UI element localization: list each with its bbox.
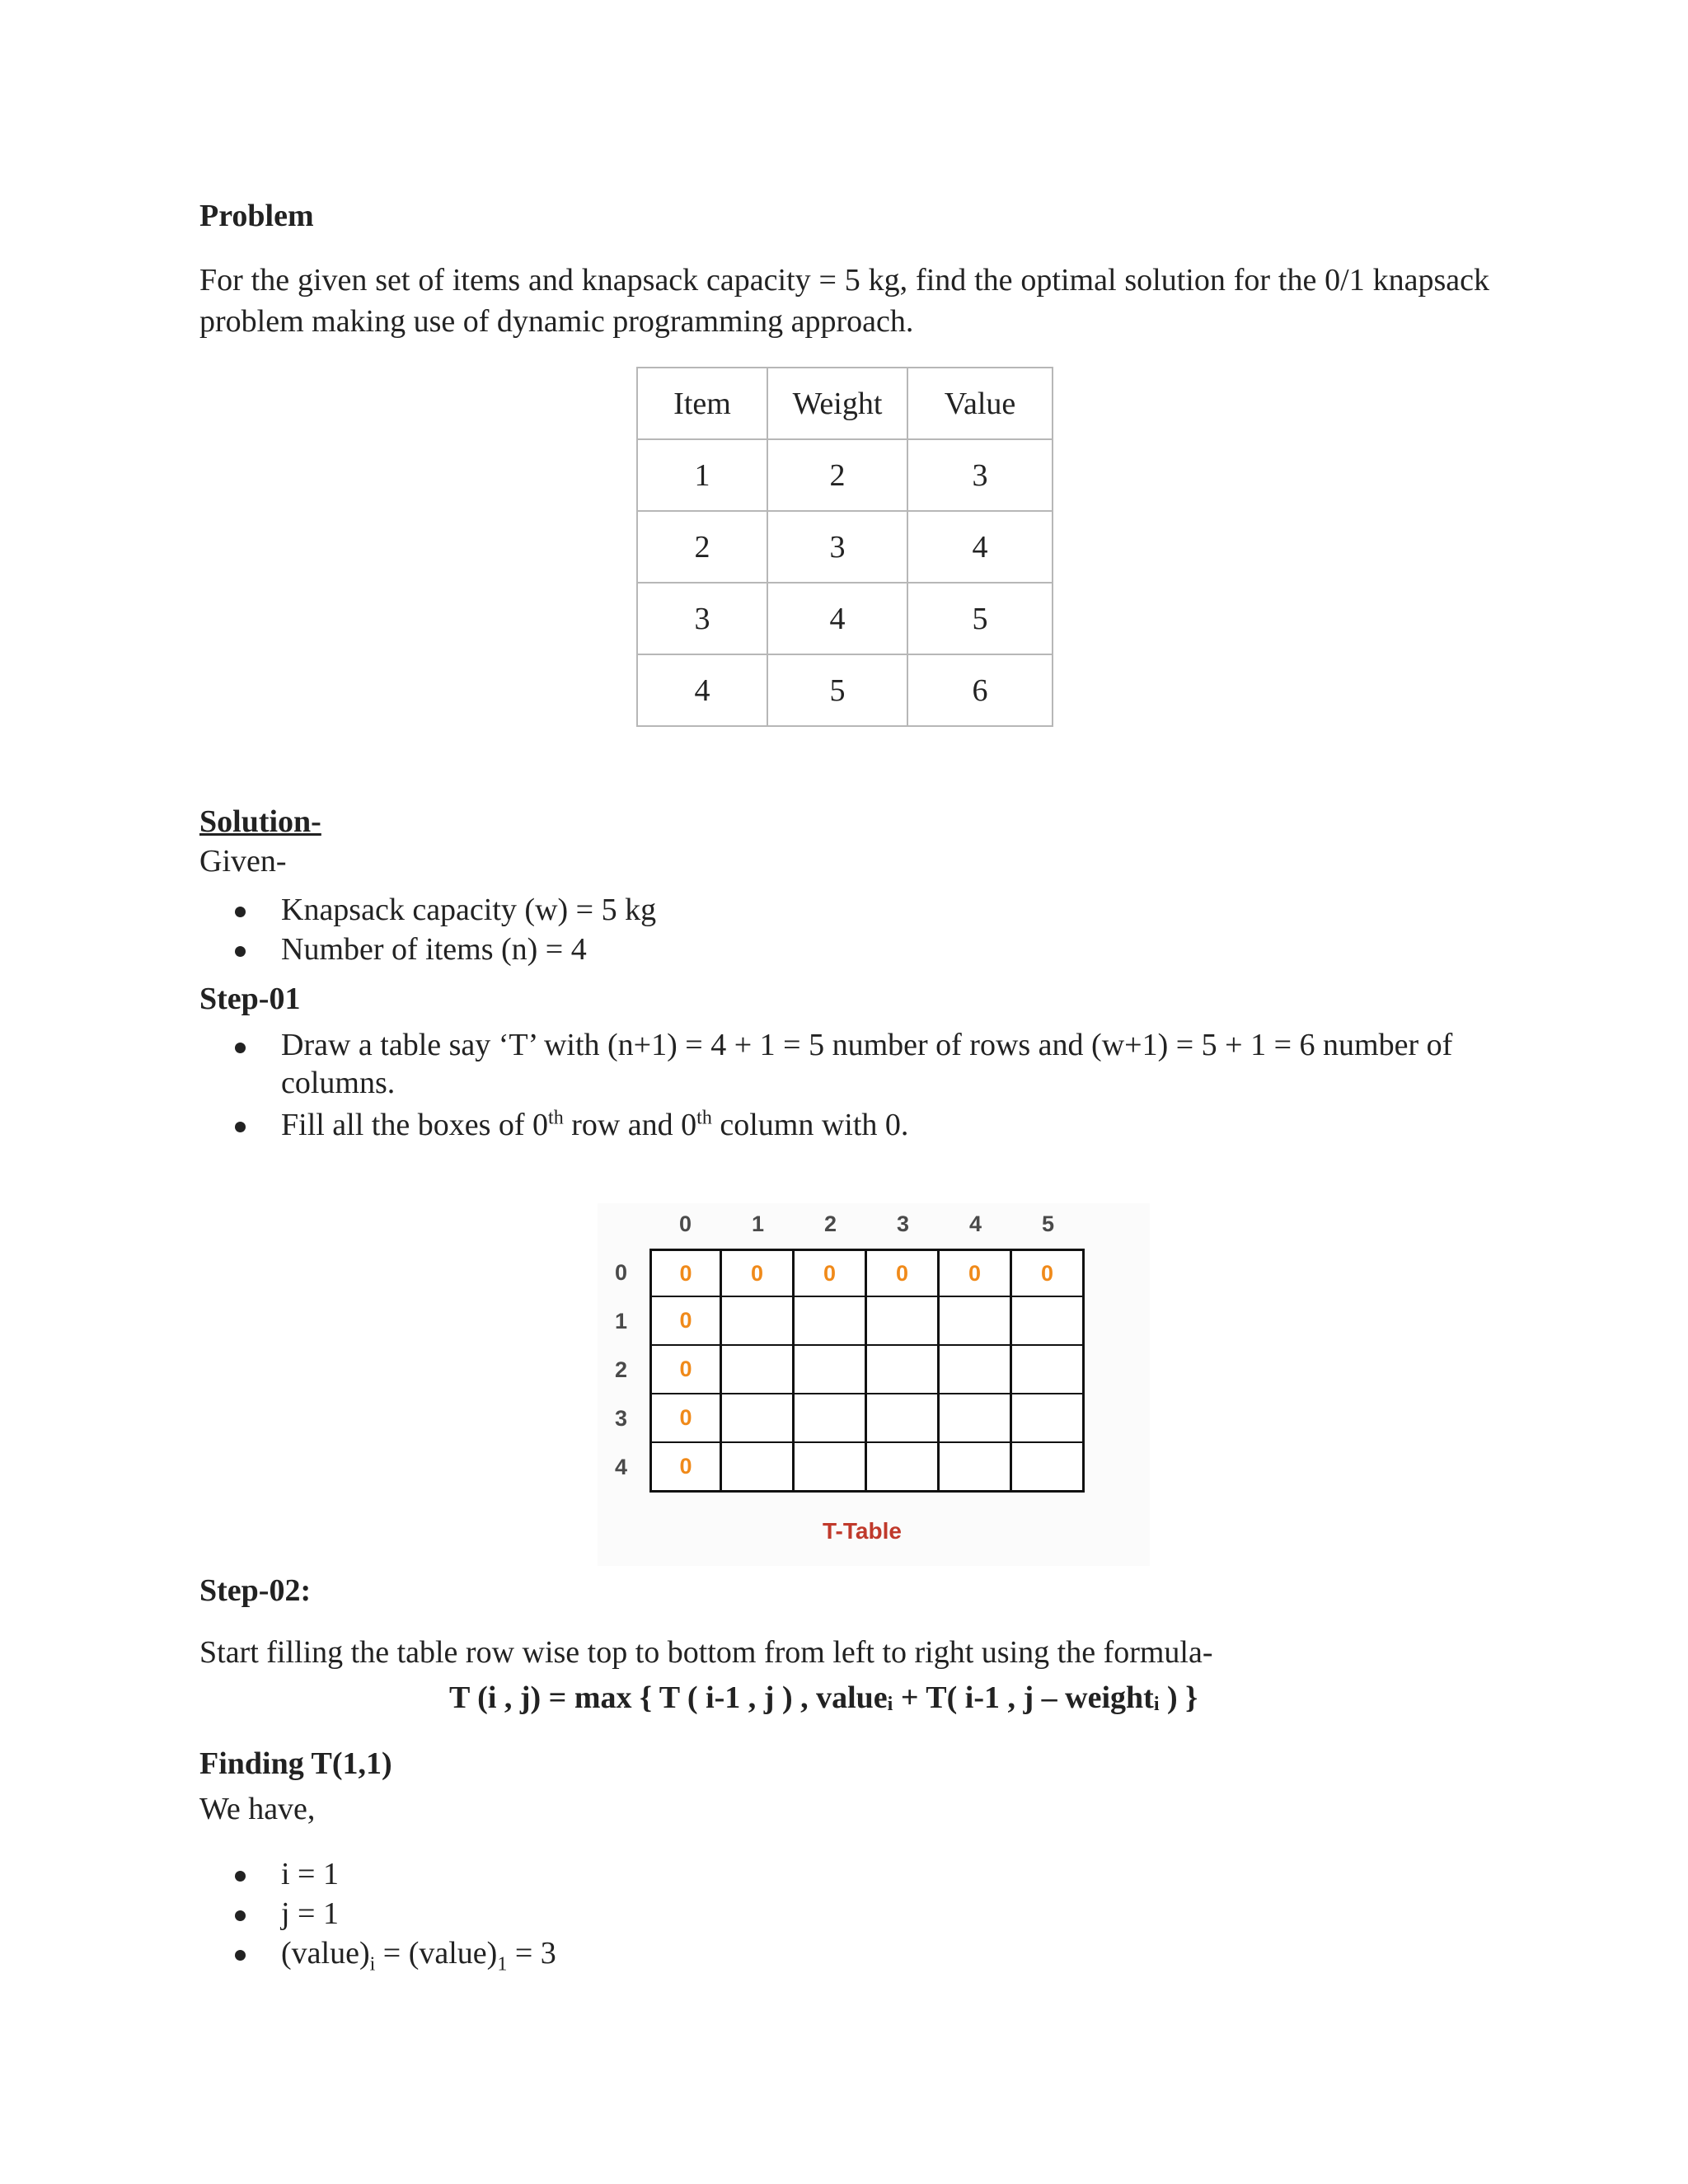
list-item: Number of items (n) = 4 — [235, 930, 656, 969]
table-cell — [795, 1297, 867, 1347]
items-table — [636, 367, 1053, 727]
problem-text: For the given set of items and knapsack capacity = 5 kg, find the optimal solution for the 0/1 knapsack problem making use of dynamic programming approach. — [199, 263, 1489, 339]
solution-heading: Solution- — [199, 804, 321, 839]
table-cell — [795, 1443, 867, 1493]
table-cell: 0 — [649, 1297, 722, 1347]
table-cell — [795, 1394, 867, 1444]
table-cell — [867, 1346, 940, 1395]
table-cell: 3 — [767, 511, 907, 583]
table-cell: 4 — [767, 583, 907, 654]
list-item: j = 1 — [235, 1894, 556, 1933]
table-cell: 2 — [637, 511, 767, 583]
table-cell: 0 — [722, 1249, 795, 1298]
superscript: th — [548, 1107, 564, 1129]
text-run: ) } — [1159, 1680, 1198, 1715]
step01-list — [235, 1026, 1496, 1145]
table-cell: 5 — [907, 583, 1053, 654]
table-cell: 4 — [637, 654, 767, 726]
items-table-header-row — [637, 368, 1053, 439]
table-cell — [1012, 1443, 1085, 1493]
table-cell: 3 — [907, 439, 1053, 511]
table-cell — [940, 1394, 1012, 1444]
table-cell — [940, 1443, 1012, 1493]
column-header: 3 — [897, 1212, 910, 1236]
table-row — [637, 439, 1053, 511]
row-header: 4 — [615, 1455, 628, 1479]
list-item: Draw a table say ‘T’ with (n+1) = 4 + 1 = 5 number of rows and (w+1) = 5 + 1 = 6 number of columns. — [235, 1026, 1496, 1102]
problem-heading: Problem — [199, 199, 314, 233]
row-header: 3 — [615, 1406, 628, 1431]
text-run: column with 0. — [711, 1108, 909, 1142]
table-cell — [722, 1297, 795, 1347]
table-cell — [867, 1443, 940, 1493]
finding-list — [235, 1854, 556, 1973]
table-cell: 4 — [907, 511, 1053, 583]
text-run: row and 0 — [563, 1108, 697, 1142]
table-cell: 0 — [795, 1249, 867, 1298]
table-cell — [940, 1297, 1012, 1347]
column-header: 1 — [752, 1212, 765, 1236]
text-run: + T( i-1 , j – weight — [893, 1680, 1154, 1715]
column-header: 4 — [969, 1212, 982, 1236]
table-row — [637, 654, 1053, 726]
table-cell — [722, 1346, 795, 1395]
table-cell: 0 — [867, 1249, 940, 1298]
column-header: 5 — [1042, 1212, 1055, 1236]
table-cell — [1012, 1346, 1085, 1395]
table-cell: 3 — [637, 583, 767, 654]
step01-heading: Step-01 — [199, 982, 301, 1016]
row-header: 1 — [615, 1309, 628, 1333]
text-run: (value) — [281, 1936, 370, 1971]
column-header: 2 — [824, 1212, 837, 1236]
table-cell: 0 — [649, 1394, 722, 1444]
given-list — [235, 890, 656, 969]
table-cell — [1012, 1297, 1085, 1347]
subscript: 1 — [497, 1953, 508, 1975]
table-cell: 0 — [940, 1249, 1012, 1298]
text-run: = (value) — [375, 1936, 498, 1971]
header-weight: Weight — [767, 368, 907, 439]
superscript: th — [696, 1107, 712, 1129]
table-cell: 0 — [649, 1443, 722, 1493]
table-cell: 5 — [767, 654, 907, 726]
header-value: Value — [907, 368, 1053, 439]
list-item: Knapsack capacity (w) = 5 kg — [235, 890, 656, 930]
subscript: i — [1153, 1694, 1160, 1715]
list-item — [235, 1933, 556, 1973]
step02-text: Start filling the table row wise top to bottom from left to right using the formula- — [199, 1635, 1213, 1670]
row-header: 0 — [615, 1260, 628, 1285]
text-run: Fill all the boxes of 0 — [281, 1108, 549, 1142]
subscript: i — [887, 1694, 893, 1715]
text-run: = 3 — [507, 1936, 556, 1971]
table-cell — [795, 1346, 867, 1395]
text-run: T (i , j) = max { T ( i-1 , j ) , value — [449, 1680, 888, 1715]
table-cell: 0 — [649, 1249, 722, 1298]
table-cell — [722, 1394, 795, 1444]
header-item: Item — [637, 368, 767, 439]
table-cell: 0 — [649, 1346, 722, 1395]
formula — [449, 1680, 1198, 1716]
table-cell — [1012, 1394, 1085, 1444]
row-header: 2 — [615, 1357, 628, 1382]
table-cell — [940, 1346, 1012, 1395]
we-have-label: We have, — [199, 1792, 316, 1826]
finding-heading: Finding T(1,1) — [199, 1746, 392, 1781]
list-item — [235, 1105, 1496, 1145]
column-header: 0 — [679, 1212, 692, 1236]
list-item: i = 1 — [235, 1854, 556, 1894]
table-cell — [722, 1443, 795, 1493]
subscript: i — [369, 1953, 376, 1975]
step02-heading: Step-02: — [199, 1573, 312, 1608]
table-cell — [867, 1394, 940, 1444]
table-cell: 6 — [907, 654, 1053, 726]
table-cell — [867, 1297, 940, 1347]
table-cell: 0 — [1012, 1249, 1085, 1298]
table-cell: 2 — [767, 439, 907, 511]
table-cell: 1 — [637, 439, 767, 511]
table-row — [637, 583, 1053, 654]
t-table-caption: T-Table — [823, 1518, 902, 1544]
table-row — [637, 511, 1053, 583]
given-label: Given- — [199, 844, 287, 879]
